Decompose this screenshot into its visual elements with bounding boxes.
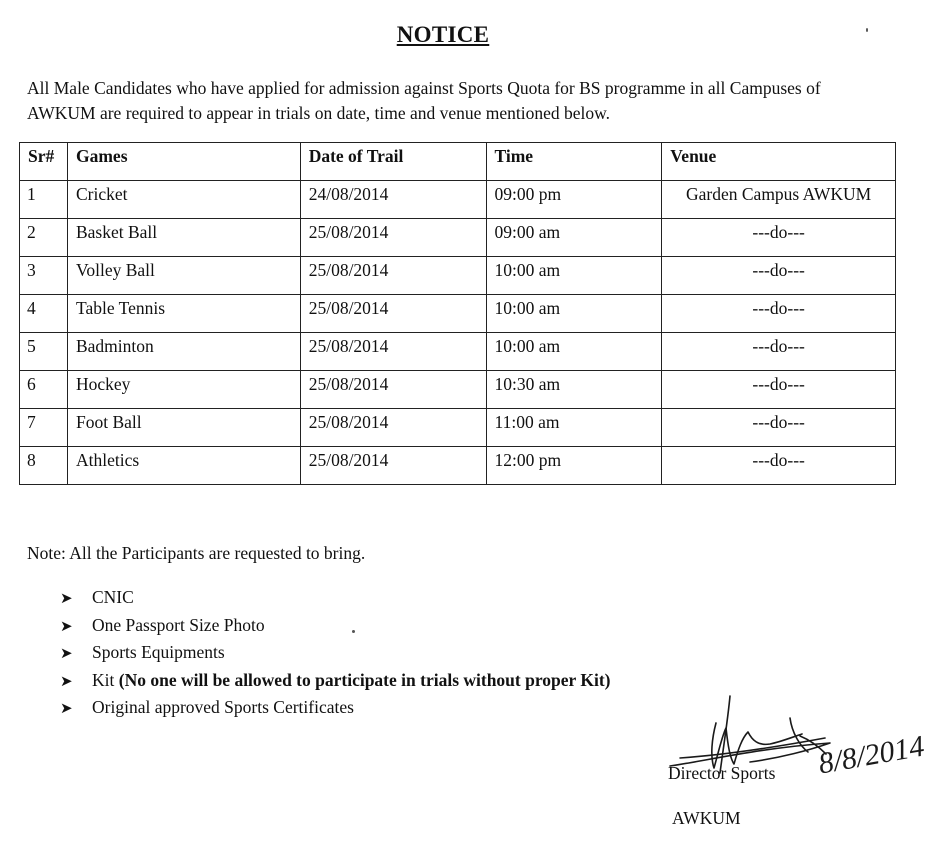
cell-sr: 4	[20, 295, 68, 333]
arrow-bullet-icon: ➤	[60, 591, 73, 607]
table-row	[20, 409, 896, 447]
header-date: Date of Trail	[300, 143, 486, 181]
table-row	[20, 181, 896, 219]
scan-speck	[352, 630, 355, 633]
cell-date: 25/08/2014	[300, 447, 486, 485]
cell-venue: ---do---	[662, 219, 896, 257]
cell-date: 25/08/2014	[300, 371, 486, 409]
cell-sr: 1	[20, 181, 68, 219]
table-row	[20, 333, 896, 371]
arrow-bullet-icon: ➤	[60, 646, 73, 662]
cell-time: 12:00 pm	[486, 447, 662, 485]
cell-sr: 2	[20, 219, 68, 257]
cell-game: Hockey	[67, 371, 300, 409]
cell-date: 25/08/2014	[300, 409, 486, 447]
table-row	[20, 257, 896, 295]
cell-sr: 3	[20, 257, 68, 295]
header-sr: Sr#	[20, 143, 68, 181]
table-header-row	[20, 143, 896, 181]
signatory-organization: AWKUM	[672, 808, 741, 828]
cell-time: 09:00 pm	[486, 181, 662, 219]
cell-venue: ---do---	[662, 257, 896, 295]
table-row	[20, 447, 896, 485]
list-item	[60, 695, 611, 723]
trials-table	[19, 142, 896, 485]
notice-intro: All Male Candidates who have applied for admission against Sports Quota for BS programme in all Campuses of AWKUM are required to appear in trials on date, time and venue mentioned below.	[27, 78, 821, 123]
cell-game: Badminton	[67, 333, 300, 371]
cell-game: Basket Ball	[67, 219, 300, 257]
cell-time: 09:00 am	[486, 219, 662, 257]
cell-venue: ---do---	[662, 447, 896, 485]
cell-venue: ---do---	[662, 409, 896, 447]
arrow-bullet-icon: ➤	[60, 618, 73, 635]
header-venue: Venue	[662, 143, 896, 181]
list-item	[60, 668, 611, 696]
table-row	[20, 371, 896, 409]
cell-date: 25/08/2014	[300, 257, 486, 295]
cell-game: Table Tennis	[67, 295, 300, 333]
cell-game: Foot Ball	[67, 409, 300, 447]
list-item	[60, 640, 611, 668]
cell-time: 10:30 am	[486, 371, 662, 409]
cell-sr: 8	[20, 447, 68, 485]
cell-sr: 5	[20, 333, 68, 371]
header-time: Time	[486, 143, 662, 181]
cell-date: 25/08/2014	[300, 333, 486, 371]
item-label: One Passport Size Photo	[92, 614, 265, 635]
cell-time: 10:00 am	[486, 257, 662, 295]
item-label: CNIC	[92, 587, 134, 607]
list-item	[60, 585, 611, 613]
cell-date: 25/08/2014	[300, 295, 486, 333]
cell-venue: ---do---	[662, 333, 896, 371]
requirements-list	[60, 585, 611, 723]
cell-time: 10:00 am	[486, 333, 662, 371]
cell-time: 10:00 am	[486, 295, 662, 333]
item-label: Original approved Sports Certificates	[92, 697, 354, 717]
cell-time: 11:00 am	[486, 409, 662, 447]
header-games: Games	[67, 143, 300, 181]
cell-date: 25/08/2014	[300, 219, 486, 257]
table-row	[20, 295, 896, 333]
handwritten-date: 8/8/2014	[815, 729, 927, 781]
cell-venue: ---do---	[662, 371, 896, 409]
arrow-bullet-icon: ➤	[60, 673, 73, 690]
cell-sr: 6	[20, 371, 68, 409]
notice-title: NOTICE	[396, 22, 490, 47]
scan-speck	[866, 28, 868, 32]
item-label: Sports Equipments	[92, 642, 225, 662]
cell-game: Athletics	[67, 447, 300, 485]
list-item	[60, 613, 611, 641]
cell-date: 24/08/2014	[300, 181, 486, 219]
note-text: Note: All the Participants are requested to bring.	[27, 543, 366, 563]
table-row	[20, 219, 896, 257]
cell-sr: 7	[20, 409, 68, 447]
cell-venue: ---do---	[662, 295, 896, 333]
arrow-bullet-icon: ➤	[60, 701, 73, 717]
signatory-designation: Director Sports	[668, 763, 776, 783]
cell-game: Cricket	[67, 181, 300, 219]
cell-game: Volley Ball	[67, 257, 300, 295]
item-bold-note: (No one will be allowed to participate in trials without proper Kit)	[118, 669, 611, 690]
cell-venue: Garden Campus AWKUM	[662, 181, 896, 219]
item-label: Kit	[92, 669, 119, 690]
